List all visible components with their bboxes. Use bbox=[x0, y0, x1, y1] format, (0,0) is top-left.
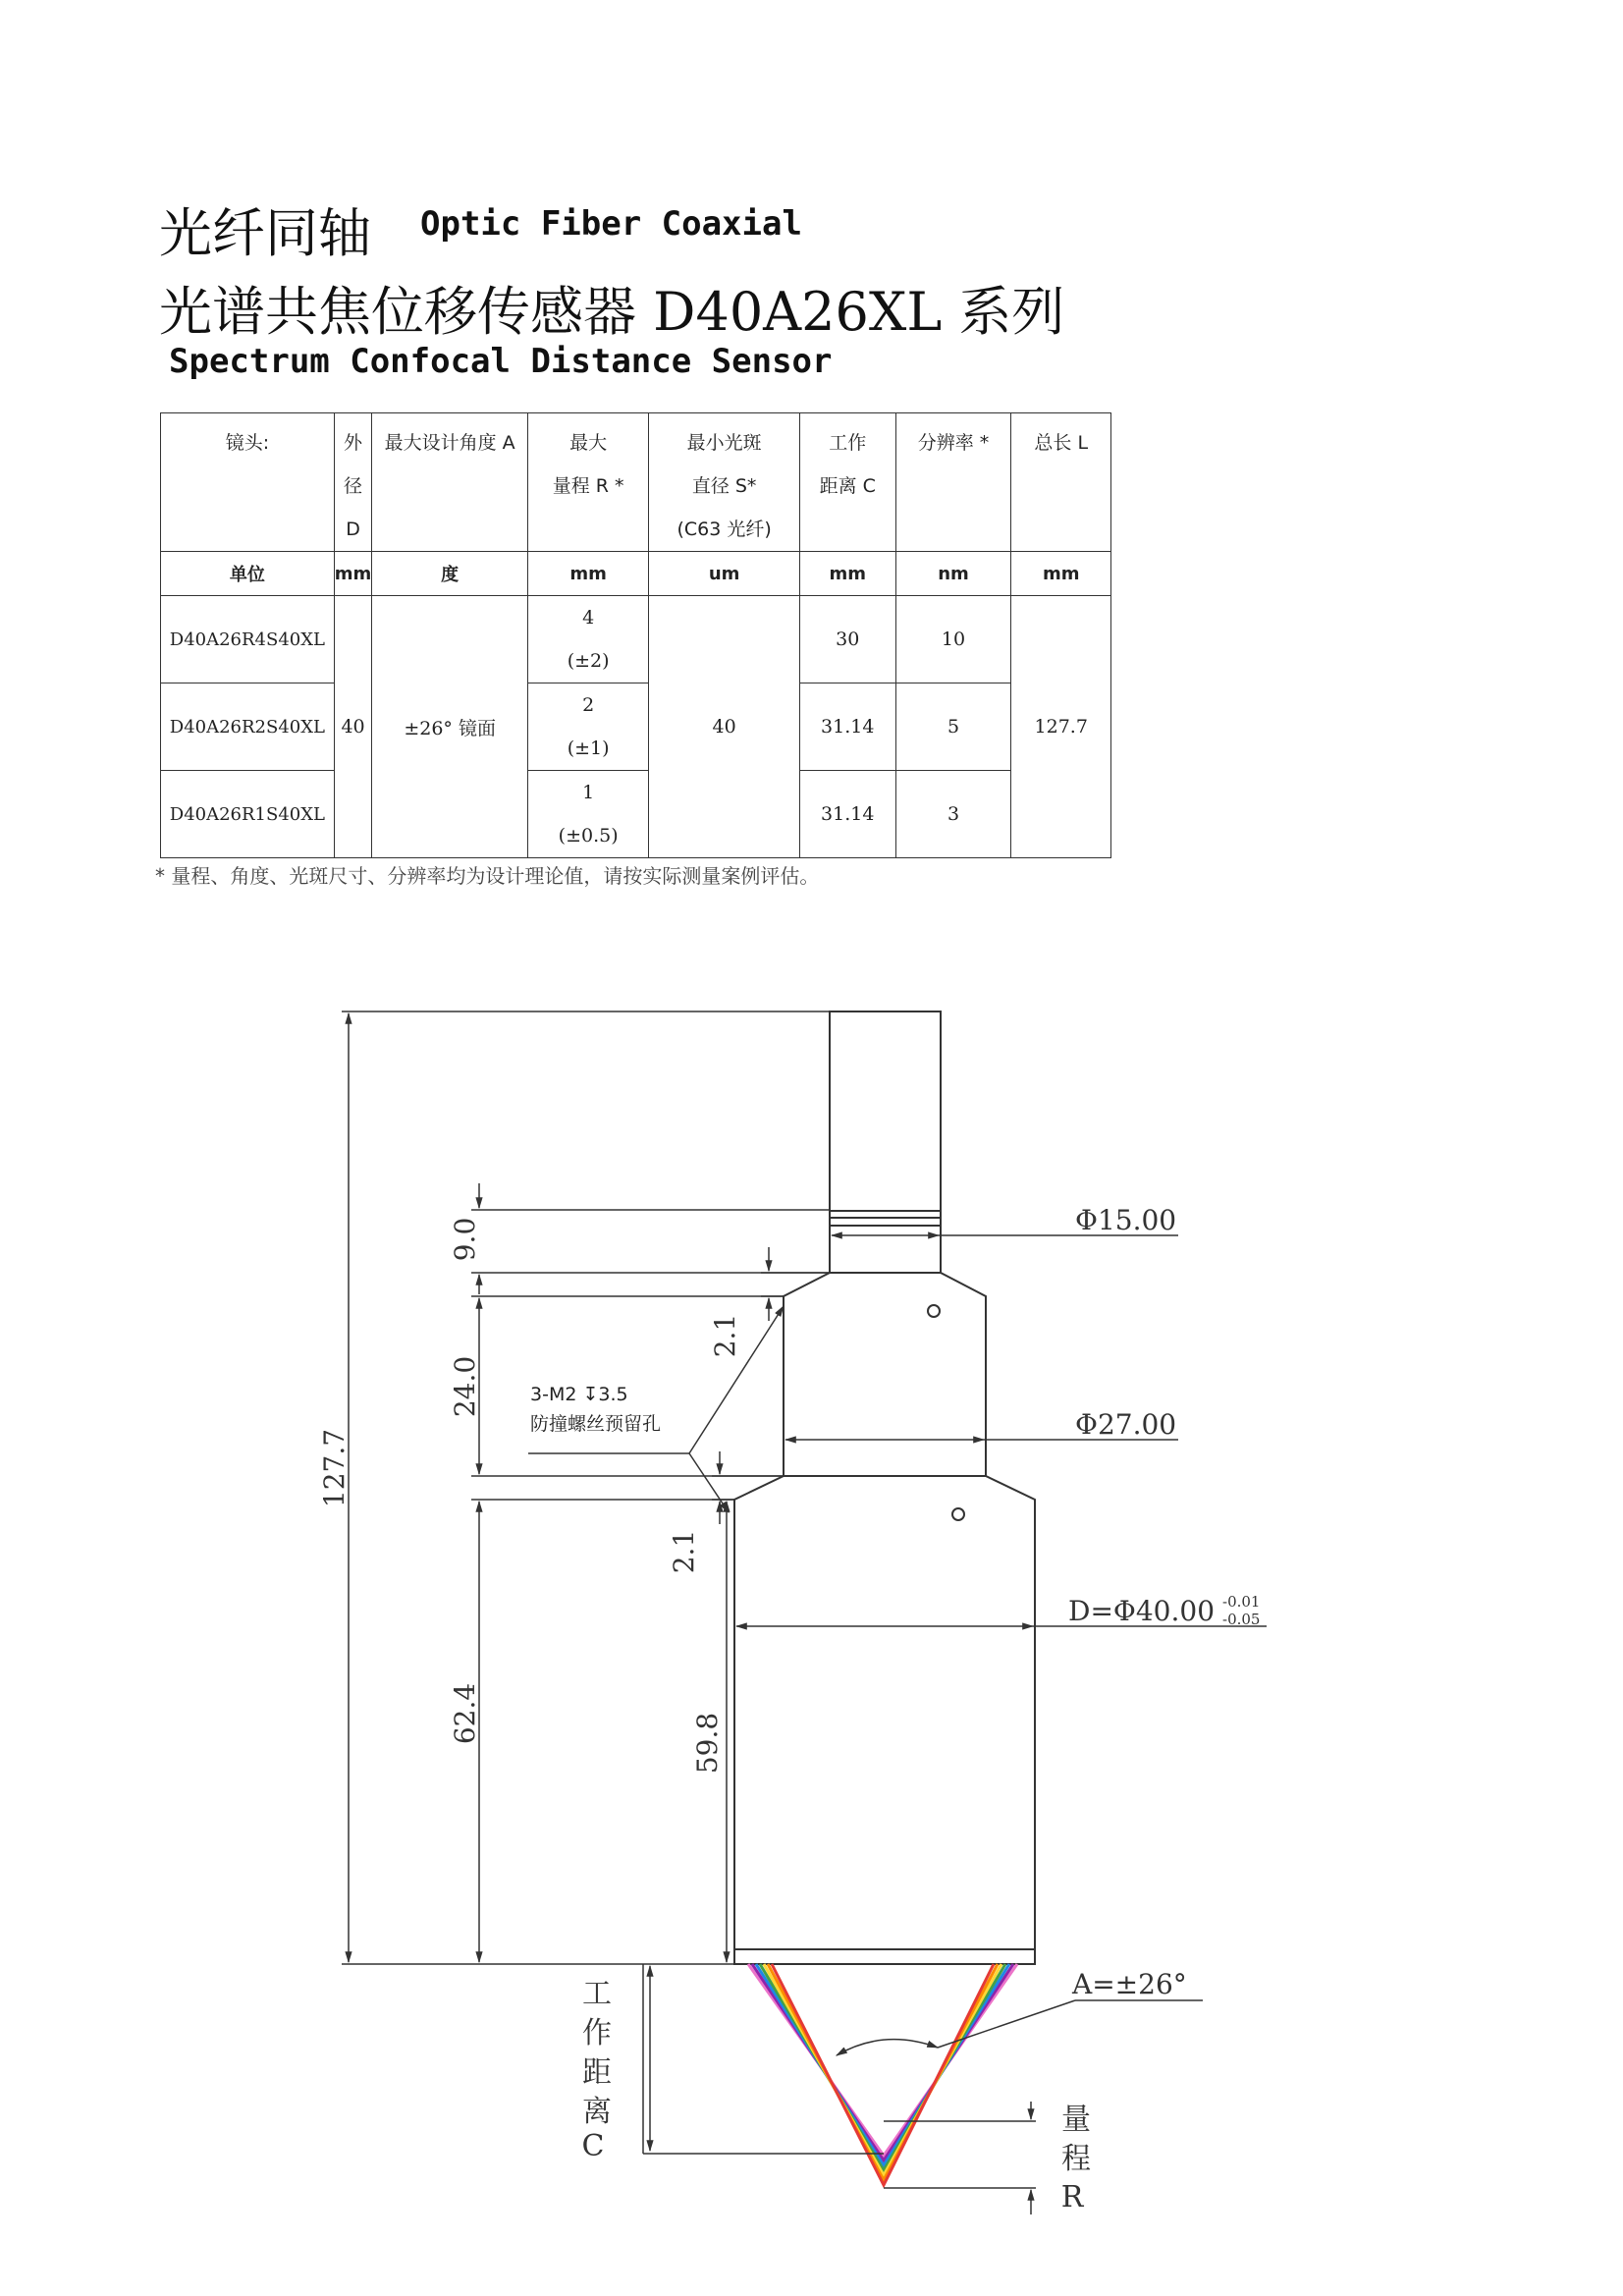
hole-note-spec: 3-M2 ↧3.5 bbox=[530, 1384, 628, 1405]
header-length: 总长 L bbox=[1011, 413, 1111, 552]
row-range bbox=[528, 683, 649, 771]
dim-diameter-15: Φ15.00 bbox=[1075, 1204, 1177, 1236]
footnote: * 量程、角度、光斑尺寸、分辨率均为设计理论值，请按实际测量案例评估。 bbox=[155, 864, 820, 888]
shared-od: 40 bbox=[334, 596, 372, 858]
row-range-tol: (±1) bbox=[567, 738, 610, 759]
header-resolution: 分辨率 * bbox=[895, 413, 1011, 552]
hole-note-desc: 防撞螺丝预留孔 bbox=[530, 1413, 662, 1435]
header-range bbox=[528, 413, 649, 552]
neck-section bbox=[830, 1226, 941, 1273]
row-resolution: 3 bbox=[895, 771, 1011, 858]
header-od bbox=[334, 413, 372, 552]
dim-diameter-27: Φ27.00 bbox=[1075, 1408, 1177, 1441]
row-resolution: 10 bbox=[895, 596, 1011, 683]
header-od-1: 外 bbox=[344, 432, 363, 454]
row-range-value: 2 bbox=[582, 694, 595, 716]
header-range-1: 最大 bbox=[569, 432, 608, 454]
dim-chamfer-top: 2.1 bbox=[709, 1313, 741, 1358]
table-row bbox=[161, 683, 1111, 771]
unit-od: mm bbox=[334, 552, 372, 596]
unit-angle: 度 bbox=[372, 552, 528, 596]
shared-spot: 40 bbox=[649, 596, 800, 858]
spec-table bbox=[160, 412, 1111, 858]
range-label-2: 程 bbox=[1061, 2142, 1091, 2176]
optical-beam bbox=[748, 1964, 1017, 2185]
row-range bbox=[528, 596, 649, 683]
dim-bottom-section: 62.4 bbox=[449, 1682, 481, 1745]
sensor-dimension-drawing bbox=[0, 972, 1623, 2249]
title-cn-line1: 光纤同轴 bbox=[159, 202, 371, 264]
table-row bbox=[161, 596, 1111, 683]
shared-angle: ±26° 镜面 bbox=[372, 596, 528, 858]
row-resolution: 5 bbox=[895, 683, 1011, 771]
header-spot bbox=[649, 413, 800, 552]
screw-hole-bottom bbox=[952, 1508, 964, 1520]
table-header-row bbox=[161, 413, 1111, 552]
unit-spot: um bbox=[649, 552, 800, 596]
wd-label-2: 作 bbox=[582, 2016, 612, 2050]
cable-section bbox=[830, 1011, 941, 1226]
title-cn-line2: 光谱共焦位移传感器 D40A26XL 系列 bbox=[159, 281, 1065, 343]
screw-hole-top bbox=[928, 1305, 940, 1317]
row-range bbox=[528, 771, 649, 858]
row-model: D40A26R1S40XL bbox=[161, 771, 335, 858]
range-label-3: R bbox=[1060, 2180, 1084, 2214]
dim-tolerance-upper: -0.01 bbox=[1222, 1593, 1261, 1611]
unit-wd: mm bbox=[800, 552, 896, 596]
header-wd bbox=[800, 413, 896, 552]
header-od-3: D bbox=[346, 519, 360, 540]
header-angle: 最大设计角度 A bbox=[372, 413, 528, 552]
units-row bbox=[161, 552, 1111, 596]
unit-resolution: nm bbox=[895, 552, 1011, 596]
dim-top-section: 9.0 bbox=[449, 1217, 481, 1262]
unit-range: mm bbox=[528, 552, 649, 596]
title-en-line2: Spectrum Confocal Distance Sensor bbox=[169, 342, 833, 381]
header-wd-1: 工作 bbox=[829, 432, 867, 454]
dim-mid-section: 24.0 bbox=[449, 1355, 481, 1418]
dim-body-length: 59.8 bbox=[691, 1712, 724, 1775]
row-model: D40A26R2S40XL bbox=[161, 683, 335, 771]
row-range-tol: (±2) bbox=[567, 650, 610, 672]
row-range-tol: (±0.5) bbox=[558, 825, 619, 847]
range-label-1: 量 bbox=[1061, 2103, 1091, 2137]
shared-length: 127.7 bbox=[1011, 596, 1111, 858]
sensor-outline bbox=[734, 1011, 1035, 1964]
dim-total-length: 127.7 bbox=[318, 1428, 351, 1508]
header-spot-2: 直径 S* bbox=[691, 475, 757, 497]
dim-tolerance-lower: -0.05 bbox=[1222, 1611, 1261, 1628]
table-row bbox=[161, 771, 1111, 858]
title-en-line1: Optic Fiber Coaxial bbox=[420, 204, 802, 244]
wd-label-1: 工 bbox=[582, 1977, 612, 2011]
dim-chamfer-bottom: 2.1 bbox=[668, 1529, 700, 1574]
header-wd-2: 距离 C bbox=[819, 475, 876, 497]
row-range-value: 4 bbox=[582, 607, 595, 629]
row-range-value: 1 bbox=[582, 782, 595, 803]
row-model: D40A26R4S40XL bbox=[161, 596, 335, 683]
dim-diameter-40: D=Φ40.00 bbox=[1068, 1595, 1216, 1627]
header-spot-1: 最小光斑 bbox=[686, 432, 762, 454]
upper-body bbox=[784, 1273, 986, 1476]
row-wd: 30 bbox=[800, 596, 896, 683]
wd-label-4: 离 bbox=[582, 2095, 612, 2129]
header-spot-3: (C63 光纤) bbox=[676, 519, 772, 540]
angle-label: A=±26° bbox=[1072, 1968, 1187, 2000]
wd-label-5: C bbox=[581, 2129, 605, 2163]
row-wd: 31.14 bbox=[800, 683, 896, 771]
unit-length: mm bbox=[1011, 552, 1111, 596]
row-wd: 31.14 bbox=[800, 771, 896, 858]
lower-body bbox=[734, 1476, 1035, 1964]
header-range-2: 量程 R * bbox=[552, 475, 624, 497]
units-label: 单位 bbox=[161, 552, 335, 596]
header-lens: 镜头: bbox=[161, 413, 335, 552]
header-od-2: 径 bbox=[344, 475, 363, 497]
wd-label-3: 距 bbox=[582, 2055, 612, 2090]
